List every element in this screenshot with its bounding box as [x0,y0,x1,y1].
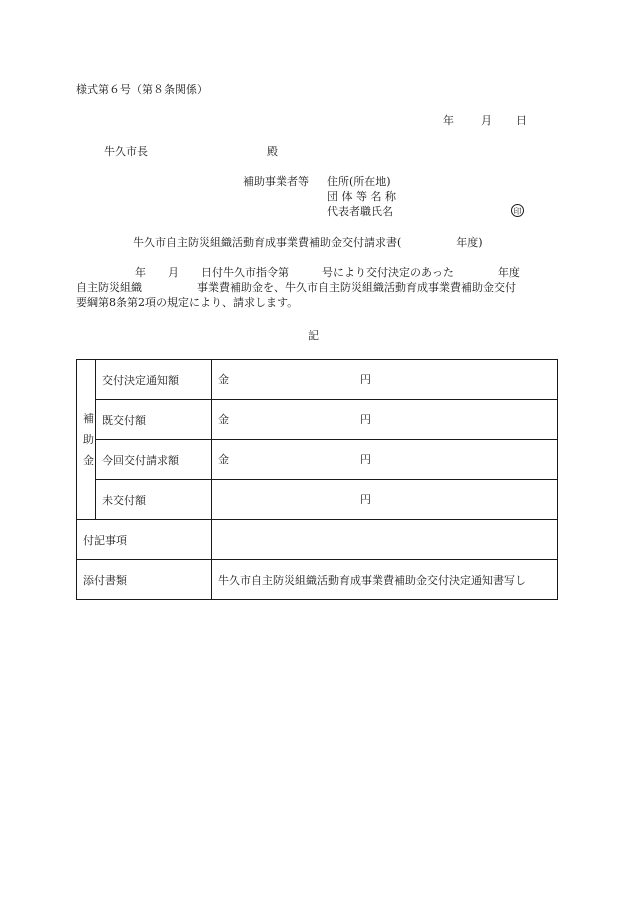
date-day: 日 [516,114,527,127]
notes-label: 付記事項 [77,520,212,560]
amount-unit: 円 [360,492,371,506]
row-label: 既交付額 [96,400,212,440]
date-year: 年 [443,114,454,127]
row-label: 今回交付請求額 [96,440,212,480]
table-row [77,480,558,520]
amount-cell [212,400,558,440]
body-line-1: 年 月 日付牛久市指令第 号により交付決定のあった 年度 [135,266,520,279]
amount-prefix: 金 [218,412,229,426]
subsidy-side-label [77,360,96,520]
applicant-address-label: 住所(所在地) [327,175,391,188]
notes-value [212,520,558,560]
table-row [77,400,558,440]
form-number: 様式第６号（第８条関係） [76,83,208,96]
amount-cell [212,480,558,520]
table-row [77,520,558,560]
subsidy-label-char: 金 [83,454,94,467]
row-label: 交付決定通知額 [96,360,212,400]
body-line-2: 自主防災組織 事業費補助金を、牛久市自主防災組織活動育成事業費補助金交付 [76,281,516,294]
attachments-label: 添付書類 [77,560,212,600]
amount-unit: 円 [360,452,371,466]
body-line-3: 要綱第8条第2項の規定により、請求します。 [76,296,299,309]
row-label: 未交付額 [96,480,212,520]
subsidy-label-char: 補 [83,412,94,425]
amount-unit: 円 [360,372,371,386]
table-row [77,560,558,600]
applicant-representative-label: 代表者職氏名 [327,205,393,218]
addressee-honorific: 殿 [267,145,278,158]
addressee-mayor: 牛久市長 [104,145,148,158]
amount-unit: 円 [360,412,371,426]
attachments-value: 牛久市自主防災組織活動育成事業費補助金交付決定通知書写し [212,560,558,600]
amount-prefix: 金 [218,372,229,386]
table-row [77,360,558,400]
amount-cell [212,360,558,400]
date-month: 月 [481,114,492,127]
ki-heading: 記 [308,329,319,342]
table-row [77,440,558,480]
applicant-heading: 補助事業者等 [243,175,309,188]
subsidy-table [76,359,558,600]
amount-prefix: 金 [218,452,229,466]
subsidy-label-char: 助 [83,433,94,446]
amount-cell [212,440,558,480]
seal-mark: 印 [511,204,524,217]
applicant-org-label: 団 体 等 名 称 [327,190,396,203]
document-title: 牛久市自主防災組織活動育成事業費補助金交付請求書( 年度) [133,236,483,249]
